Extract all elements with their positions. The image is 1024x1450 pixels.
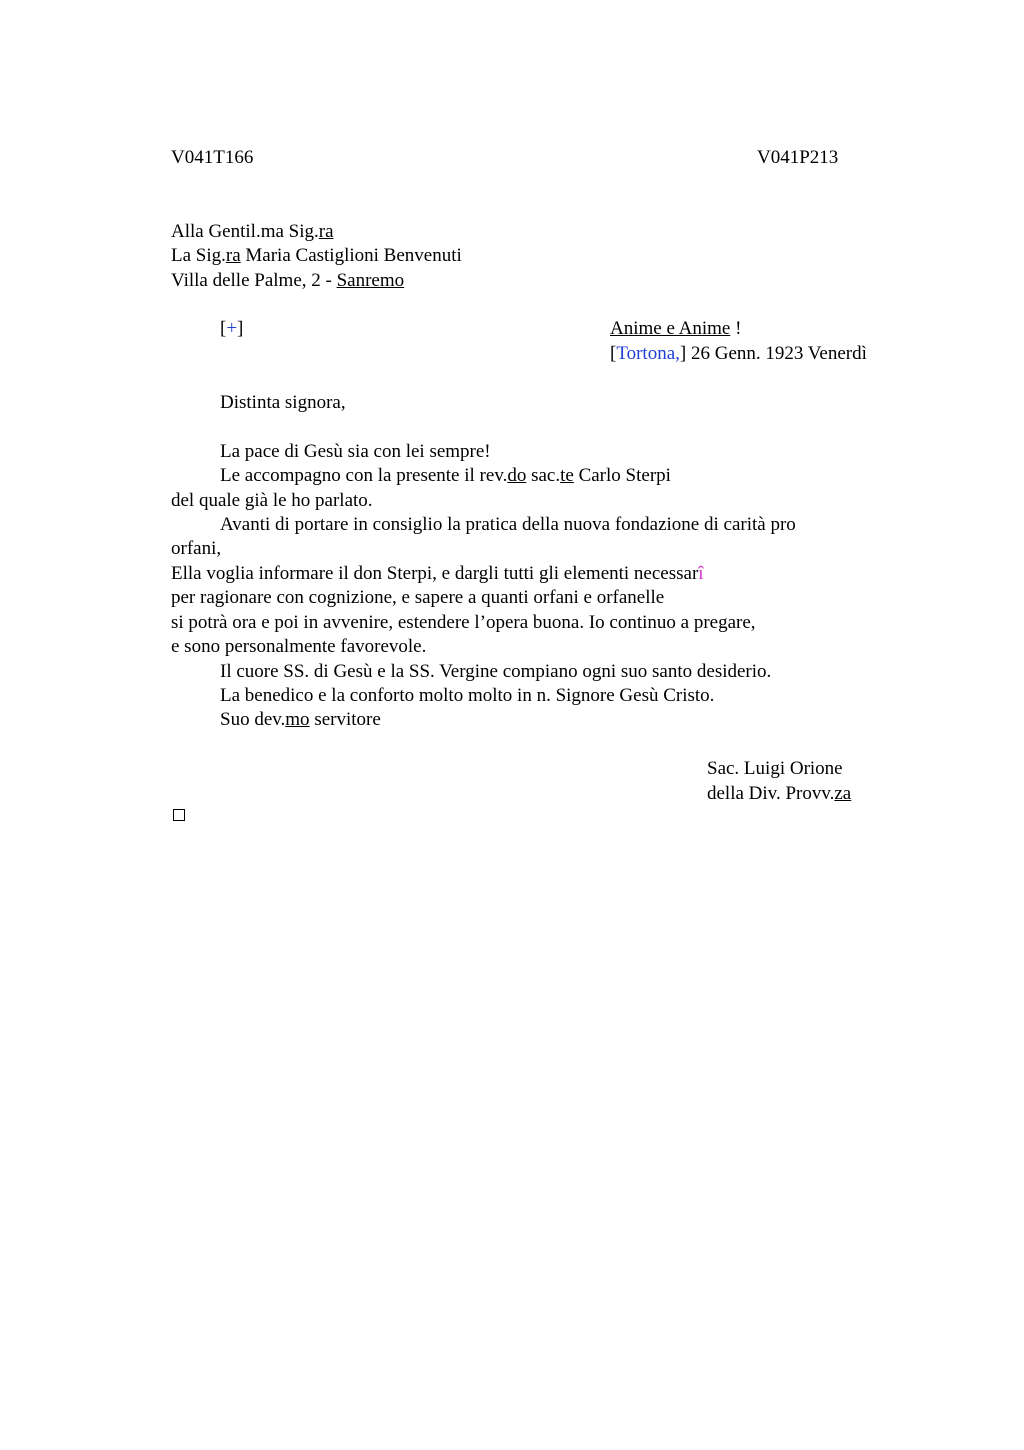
body-line: La benedico e la conforto molto molto in n. Signore Gesù Cristo. xyxy=(220,685,715,706)
salutation: Distinta signora, xyxy=(220,392,346,413)
body-line: La pace di Gesù sia con lei sempre! xyxy=(220,441,491,462)
place-date-line xyxy=(610,342,867,366)
body-line: del quale già le ho parlato. xyxy=(171,490,373,511)
letter-date: 26 Genn. 1923 Venerdì xyxy=(686,343,867,364)
body-line xyxy=(171,562,704,586)
address-line-2 xyxy=(171,244,462,268)
motto: Anime e Anime xyxy=(610,318,731,339)
archive-code-left: V041T166 xyxy=(171,147,254,168)
text-run: Suo dev. xyxy=(220,709,286,730)
checkbox-icon xyxy=(173,809,185,821)
motto-suffix: ! xyxy=(730,318,742,339)
text-run: Le accompagno con la presente il rev. xyxy=(220,465,508,486)
abbr: mo xyxy=(285,709,310,730)
body-line xyxy=(220,464,671,488)
motto-line xyxy=(610,317,741,341)
cross-symbol: + xyxy=(226,318,238,339)
abbr: te xyxy=(560,465,574,486)
address-abbr: ra xyxy=(225,245,241,266)
text-run: Carlo Sterpi xyxy=(573,465,671,486)
text-run: sac. xyxy=(526,465,561,486)
body-line: si potrà ora e poi in avvenire, estendere l’opera buona. Io continuo a pregare, xyxy=(171,612,756,633)
body-line: per ragionare con cognizione, e sapere a quanti orfani e orfanelle xyxy=(171,587,665,608)
address-line-1 xyxy=(171,220,334,244)
signature-title xyxy=(707,782,851,806)
cross-mark xyxy=(220,317,243,341)
bracket-close: ] xyxy=(679,343,687,364)
address-abbr: ra xyxy=(318,221,334,242)
abbr: za xyxy=(834,783,852,804)
body-line: Avanti di portare in consiglio la pratica della nuova fondazione di carità pro xyxy=(220,514,796,535)
bracket-open: [ xyxy=(220,318,227,339)
address-city: Sanremo xyxy=(336,270,405,291)
body-line: Il cuore SS. di Gesù e la SS. Vergine compiano ogni suo santo desiderio. xyxy=(220,661,772,682)
abbr: do xyxy=(507,465,527,486)
place-name: Tortona, xyxy=(616,343,680,364)
body-line: e sono personalmente favorevole. xyxy=(171,636,427,657)
archive-code-right: V041P213 xyxy=(757,147,839,168)
address-line-3 xyxy=(171,269,404,293)
body-line xyxy=(220,708,381,732)
address-recipient-name: Maria Castiglioni Benvenuti xyxy=(240,245,462,266)
text-run: della Div. Provv. xyxy=(707,783,835,804)
signature-name: Sac. Luigi Orione xyxy=(707,758,843,779)
text-run: servitore xyxy=(309,709,381,730)
emended-letter: î xyxy=(698,563,704,584)
address-name-prefix: La Sig. xyxy=(171,245,226,266)
bracket-close: ] xyxy=(237,318,244,339)
address-recipient-prefix: Alla Gentil.ma Sig. xyxy=(171,221,319,242)
text-run: Ella voglia informare il don Sterpi, e dargli tutti gli elementi necessar xyxy=(171,563,699,584)
body-line: orfani, xyxy=(171,538,222,559)
bracket-open: [ xyxy=(610,343,617,364)
address-street: Villa delle Palme, 2 - xyxy=(171,270,337,291)
